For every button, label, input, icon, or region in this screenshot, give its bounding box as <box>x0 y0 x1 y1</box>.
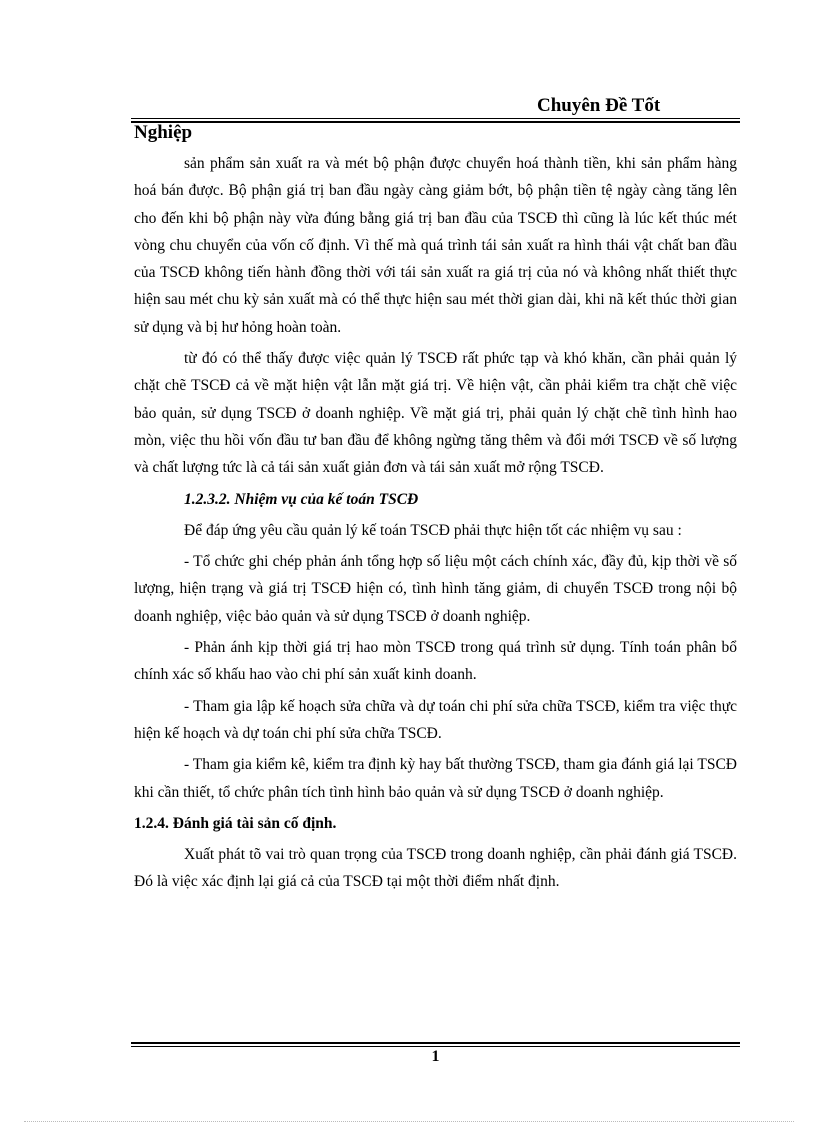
header-title: Chuyên Đề Tốt <box>537 95 661 116</box>
footer-rule-thick <box>131 1042 740 1044</box>
duty-item: - Tổ chức ghi chép phản ánh tổng hợp số liệu một cách chính xác, đầy đủ, kịp thời về số lượng, hiện trạng và giá trị TSCĐ hiện có, tình hình tăng giảm, di chuyển TSCĐ trong nội bộ doanh nghiệp, việc bảo quản và sử dụng TSCĐ ở doanh nghiệp. <box>134 553 737 625</box>
page-number: 1 <box>431 1048 440 1065</box>
section-heading: 1.2.4. Đánh giá tài sản cố định. <box>134 814 337 832</box>
header-rule-thick <box>131 121 740 123</box>
duty-item: - Phản ánh kịp thời giá trị hao mòn TSCĐ trong quá trình sử dụng. Tính toán phân bổ chính xác số khấu hao vào chi phí sản xuất kinh doanh. <box>134 639 737 684</box>
section-paragraph: Xuất phát tõ vai trò quan trọng của TSCĐ trong doanh nghiệp, cần phải đánh giá TSCĐ. Đó là việc xác định lại giá cả của TSCĐ tại một thời điểm nhất định. <box>134 846 737 891</box>
body-text <box>134 150 737 900</box>
paragraph-1: sản phẩm sản xuất ra và mét bộ phận được chuyển hoá thành tiền, khi sản phẩm hàng hoá bán được. Bộ phận giá trị ban đầu ngày càng giảm bớt, bộ phận tiền tệ ngày càng tăng lên cho đến khi bộ phận này vừa đúng bằng giá trị ban đầu của TSCĐ thì cũng là lúc kết thúc mét vòng chu chuyển của vốn cố định. Vì thế mà quá trình tái sản xuất ra hình thái vật chất ban đầu của TSCĐ không tiến hành đồng thời với tái sản xuất ra giá trị của nó và không nhất thiết thực hiện sau mét chu kỳ sản xuất mà có thể thực hiện sau mét thời gian dài, khi nã kết thúc thời gian sử dụng và bị hư hỏng hoàn toàn. <box>134 155 737 336</box>
subsection-heading: 1.2.3.2. Nhiệm vụ của kế toán TSCĐ <box>184 490 419 508</box>
paragraph-2: từ đó có thể thấy được việc quản lý TSCĐ rất phức tạp và khó khăn, cần phải quản lý chặt chẽ TSCĐ cả về mặt hiện vật lẫn mặt giá trị. Về hiện vật, cần phải kiểm tra chặt chẽ việc bảo quản, sử dụng TSCĐ ở doanh nghiệp. Về mặt giá trị, phải quản lý chặt chẽ tình hình hao mòn, việc thu hồi vốn đầu tư ban đầu để không ngừng tăng thêm và đổi mới TSCĐ về số lượng và chất lượng tức là cả tái sản xuất giản đơn và tái sản xuất mở rộng TSCĐ. <box>134 350 737 477</box>
duty-item: - Tham gia kiểm kê, kiểm tra định kỳ hay bất thường TSCĐ, tham gia đánh giá lại TSCĐ khi cần thiết, tổ chức phân tích tình hình bảo quản và sử dụng TSCĐ ở doanh nghiệp. <box>134 756 737 801</box>
header-title-continuation: Nghiệp <box>134 122 193 143</box>
footer-rule-thin <box>131 1046 740 1047</box>
duties-intro: Để đáp ứng yêu cầu quản lý kế toán TSCĐ phải thực hiện tốt các nhiệm vụ sau : <box>184 521 682 539</box>
duty-item: - Tham gia lập kế hoạch sửa chữa và dự toán chi phí sửa chữa TSCĐ, kiểm tra việc thực hiện kế hoạch và dự toán chi phí sửa chữa TSCĐ. <box>134 697 737 742</box>
page-bottom-border <box>24 1121 794 1122</box>
header-rule-thin <box>131 118 740 119</box>
